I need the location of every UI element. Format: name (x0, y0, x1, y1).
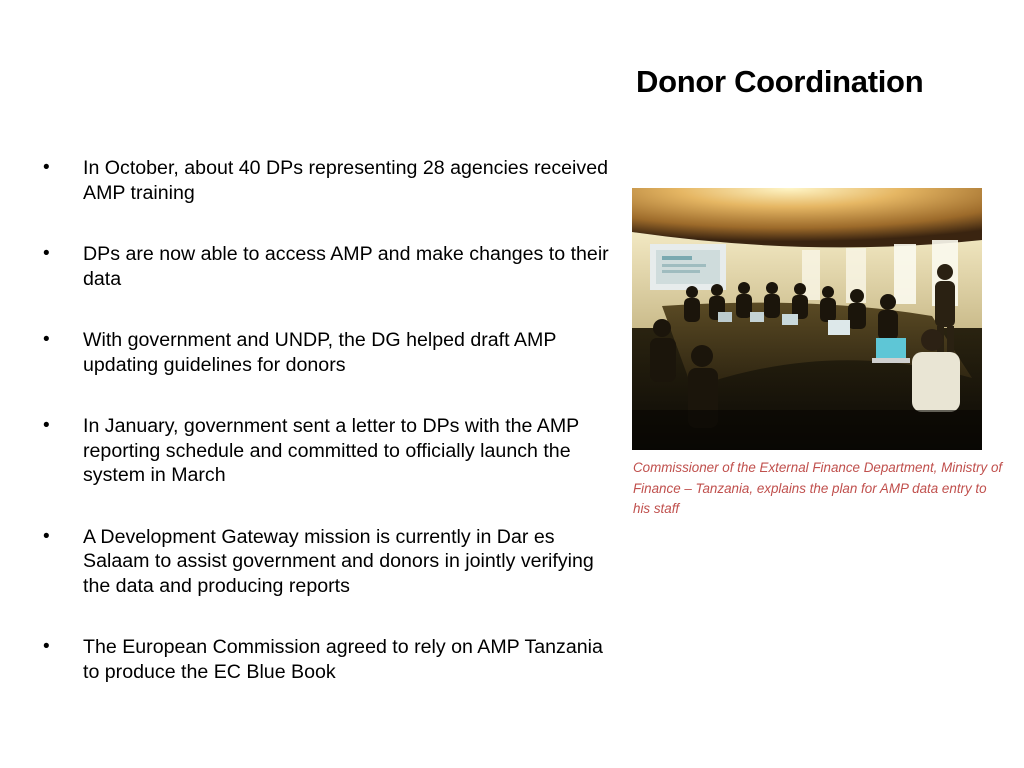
bullet-dot-icon: • (43, 329, 50, 350)
bullet-text: DPs are now able to access AMP and make changes to their data (83, 243, 609, 290)
photo-caption: Commissioner of the External Finance Department, Ministry of Finance – Tanzania, explains the plan for AMP data entry to his staff (633, 460, 1003, 516)
bullet-item (40, 328, 615, 377)
bullet-text: A Development Gateway mission is currently in Dar es Salaam to assist government and donors in jointly verifying the data and producing reports (83, 525, 594, 597)
bullet-item (40, 414, 615, 488)
bullet-dot-icon: • (43, 636, 50, 657)
bullet-list (40, 156, 615, 721)
bullet-text: The European Commission agreed to rely on AMP Tanzania to produce the EC Blue Book (83, 636, 603, 683)
bullet-text: With government and UNDP, the DG helped draft AMP updating guidelines for donors (83, 329, 557, 376)
bullet-item (40, 635, 615, 684)
bullet-text: In October, about 40 DPs representing 28 agencies received AMP training (83, 157, 609, 204)
bullet-item (40, 525, 615, 599)
slide-title: Donor Coordination (636, 64, 924, 99)
bullet-dot-icon: • (43, 525, 50, 547)
bullet-dot-icon: • (43, 157, 50, 178)
meeting-photo (632, 188, 982, 450)
bullet-dot-icon: • (43, 243, 50, 264)
bullet-item (40, 156, 615, 205)
bullet-text: In January, government sent a letter to DPs with the AMP reporting schedule and committed to officially launch the system in March (83, 415, 579, 486)
bullet-item (40, 242, 615, 291)
bullet-dot-icon: • (43, 415, 50, 436)
